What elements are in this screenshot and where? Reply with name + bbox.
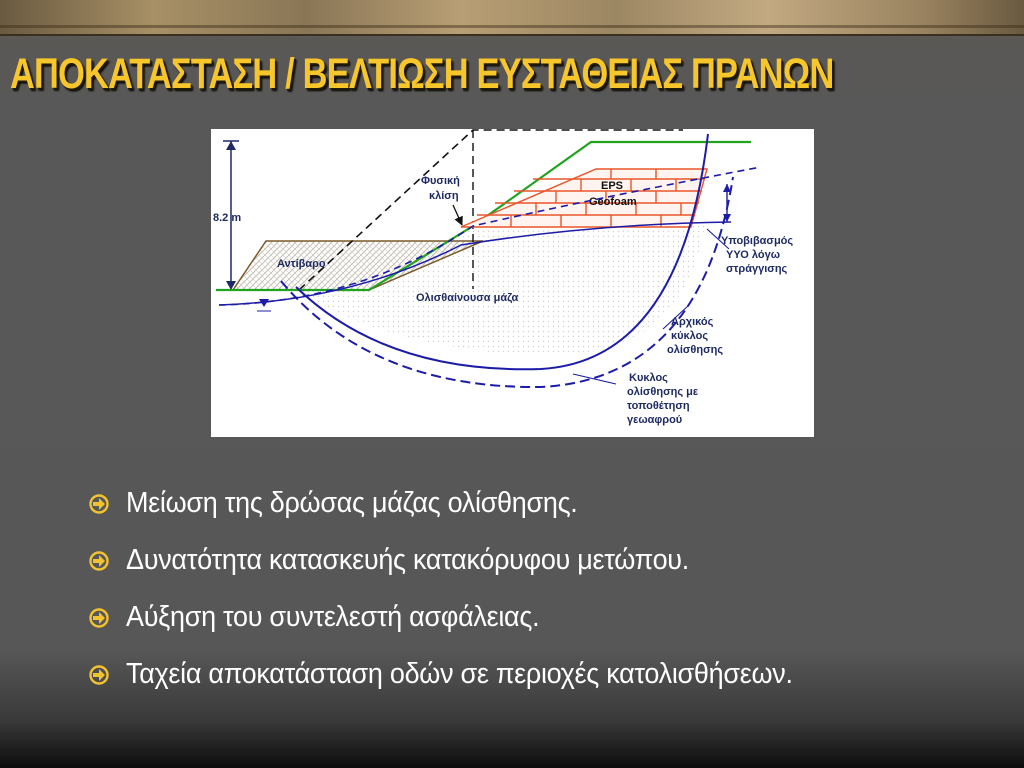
- initial-circle-label-1: Αρχικός: [671, 316, 714, 328]
- decorative-banner: [0, 0, 1024, 36]
- counterweight-label: Αντίβαρο: [277, 258, 326, 270]
- natural-slope-label-2: κλίση: [429, 190, 459, 202]
- natural-slope-label-1: Φυσική: [421, 175, 460, 187]
- water-table-label-2: ΥΥΟ λόγω: [726, 249, 780, 261]
- geofoam-label: Geofoam: [589, 196, 637, 208]
- circled-arrow-icon: [88, 493, 110, 515]
- slide-title: ΑΠΟΚΑΤΑΣΤΑΣΗ / ΒΕΛΤΙΩΣΗ ΕΥΣΤΑΘΕΙΑΣ ΠΡΑΝΩΝ: [10, 50, 834, 98]
- sliding-mass-label: Ολισθαίνουσα μάζα: [416, 292, 519, 304]
- geofoam-circle-label-1: Κυκλος: [629, 372, 668, 384]
- bullet-item: [88, 589, 843, 646]
- geofoam-circle-label-2: ολίσθησης με: [627, 386, 699, 398]
- natural-slope-leader: [453, 205, 462, 225]
- bullet-text: Ταχεία αποκατάσταση οδών σε περιοχές κατολισθήσεων.: [126, 658, 793, 690]
- bullet-text: Δυνατότητα κατασκευής κατακόρυφου μετώπου.: [126, 544, 689, 576]
- initial-circle-label-3: ολίσθησης: [667, 344, 724, 356]
- bullet-item: [88, 646, 843, 703]
- geofoam-circle-leader: [573, 374, 616, 384]
- eps-label: EPS: [601, 180, 624, 192]
- circled-arrow-icon: [88, 607, 110, 629]
- water-table-label-1: Υποβιβασμός: [721, 235, 794, 247]
- geofoam-circle-label-4: γεωαφρού: [627, 414, 683, 426]
- initial-circle-label-2: κύκλος: [671, 330, 709, 342]
- circled-arrow-icon: [88, 664, 110, 686]
- slope-stabilization-diagram: [211, 129, 814, 437]
- bullet-item: [88, 532, 843, 589]
- geofoam-circle-label-3: τοποθέτηση: [627, 400, 690, 412]
- diagram-svg: [211, 129, 814, 437]
- eps-geofoam-blocks: [461, 169, 707, 227]
- height-label: 8.2 m: [213, 212, 242, 224]
- bullet-text: Αύξηση του συντελεστή ασφάλειας.: [126, 601, 540, 633]
- bullet-item: [88, 475, 843, 532]
- bullet-text: Μείωση της δρώσας μάζας ολίσθησης.: [126, 487, 578, 519]
- circled-arrow-icon: [88, 550, 110, 572]
- bullet-list: [88, 475, 843, 703]
- water-table-label-3: στράγγισης: [726, 263, 788, 275]
